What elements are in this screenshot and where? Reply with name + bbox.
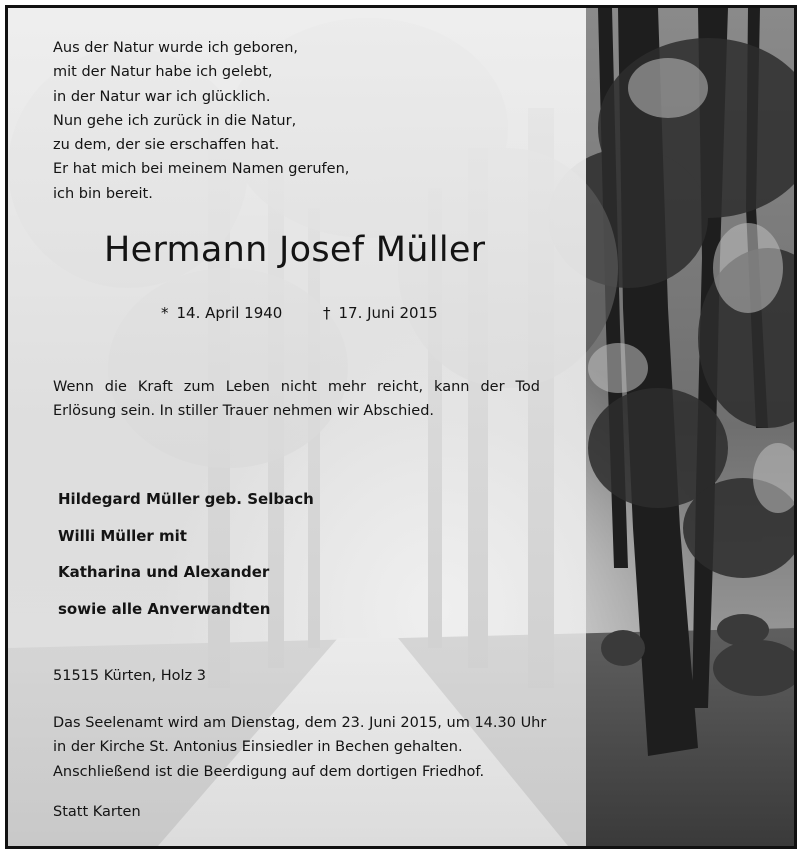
mourning-quote [53, 375, 540, 423]
family-member: Katharina und Alexander [58, 563, 270, 581]
poem-line: ich bin bereit. [53, 185, 153, 202]
quote-text: Wenn die Kraft zum Leben nicht mehr reicht, kann der Tod Erlösung sein. In stiller Trauer nehmen wir Abschied. [53, 379, 540, 419]
poem [53, 36, 349, 206]
service-line: Anschließend ist die Beerdigung auf dem dortigen Friedhof. [53, 763, 485, 780]
deceased-name: Hermann Josef Müller [104, 230, 486, 270]
family-member: Willi Müller mit [58, 526, 187, 545]
birth-star-icon: * [161, 304, 169, 322]
closing-note: Statt Karten [53, 804, 141, 820]
service-info [53, 711, 546, 784]
address: 51515 Kürten, Holz 3 [53, 668, 206, 684]
death-date [323, 304, 438, 322]
poem-line: Er hat mich bei meinem Namen gerufen, [53, 161, 350, 178]
death-date-text: 17. Juni 2015 [338, 304, 438, 322]
family-member: Hildegard Müller geb. Selbach [58, 490, 314, 508]
service-line: Das Seelenamt wird am Dienstag, dem 23. Juni 2015, um 14.30 Uhr [53, 715, 547, 731]
poem-line: Aus der Natur wurde ich geboren, [53, 40, 298, 56]
birth-date [161, 304, 282, 322]
poem-line: zu dem, der sie erschaffen hat. [53, 137, 280, 154]
birth-date-text: 14. April 1940 [176, 304, 283, 322]
family-list [58, 481, 314, 627]
obituary-frame [5, 5, 797, 849]
service-line: in der Kirche St. Antonius Einsiedler in Bechen gehalten. [53, 739, 463, 756]
poem-line: mit der Natur habe ich gelebt, [53, 64, 273, 81]
poem-line: in der Natur war ich glücklich. [53, 88, 271, 105]
poem-line: Nun gehe ich zurück in die Natur, [53, 112, 297, 129]
family-member: sowie alle Anverwandten [58, 599, 271, 618]
death-cross-icon: † [323, 304, 331, 322]
obituary-text [8, 8, 586, 846]
